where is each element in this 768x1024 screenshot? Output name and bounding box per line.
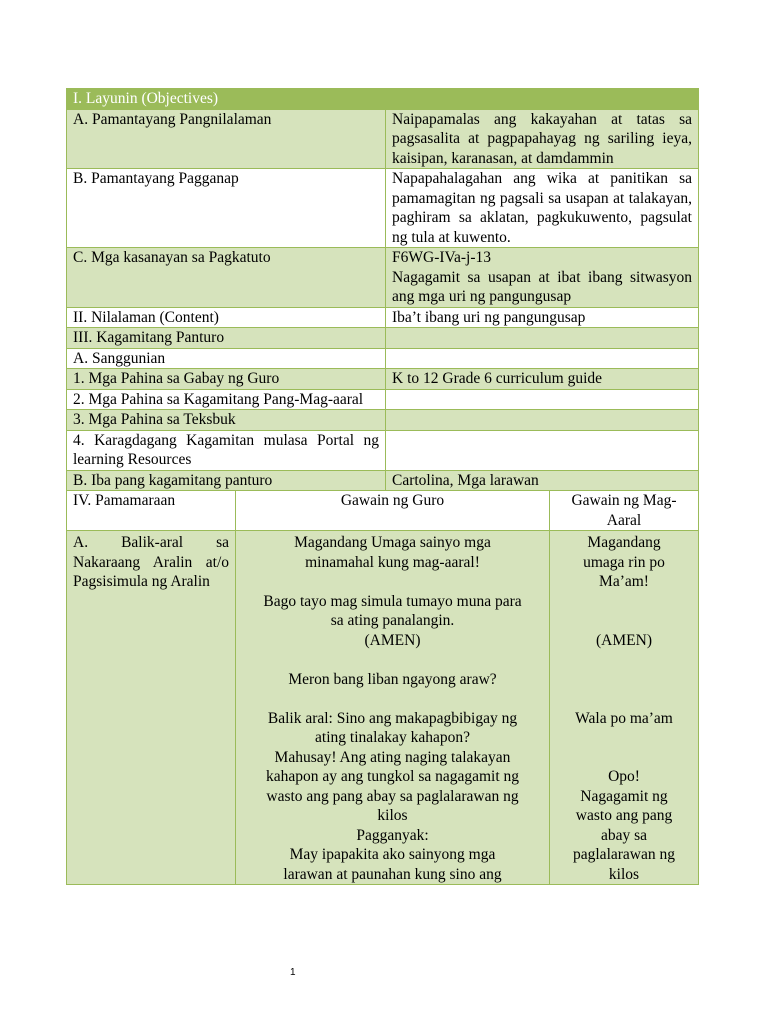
activity-line (556, 611, 692, 631)
objectives-header: I. Layunin (Objectives) (67, 89, 699, 110)
activity-line (242, 689, 543, 709)
row-value: Iba’t ibang uri ng pangungusap (386, 307, 699, 328)
procedure-col-header: IV. Pamamaraan (67, 491, 236, 531)
table-row (67, 169, 699, 248)
activity-line: Wala po ma’am (575, 709, 673, 727)
table-row (67, 109, 699, 169)
row-label: 2. Mga Pahina sa Kagamitang Pang-Mag-aaral (67, 389, 386, 410)
activity-line (556, 728, 692, 748)
row-value: Cartolina, Mga larawan (386, 470, 699, 491)
activity-line: Balik aral: Sino ang makapagbibigay ng (267, 709, 518, 727)
row-label: 1. Mga Pahina sa Gabay ng Guro (67, 369, 386, 390)
activity-line: Bago tayo mag simula tumayo muna para (263, 592, 522, 610)
activity-line: kilos (377, 807, 408, 824)
activity-line: larawan at paunahan kung sino ang (283, 865, 502, 883)
activity-line: Meron bang liban ngayong araw? (288, 670, 497, 688)
activity-line: kilos (608, 865, 640, 883)
table-row (67, 348, 699, 369)
table-row (67, 410, 699, 431)
activity-line: ating tinalakay kahapon? (315, 729, 470, 746)
table-row (67, 328, 699, 349)
row-label: 4. Karagdagang Kagamitan mulasa Portal ng learning Resources (67, 430, 386, 470)
row-label: B. Iba pang kagamitang panturo (67, 470, 386, 491)
competency-text: Nagagamit sa usapan at ibat ibang sitwasyon ang mga uri ng pangungusap (392, 268, 692, 305)
row-value: K to 12 Grade 6 curriculum guide (386, 369, 699, 390)
lesson-plan-table (66, 88, 699, 885)
row-label: A. Pamantayang Pangnilalaman (67, 109, 386, 169)
table-row (67, 389, 699, 410)
activity-line (556, 592, 692, 612)
activity-line (242, 572, 543, 592)
activity-line (556, 650, 692, 670)
activity-line: (AMEN) (596, 631, 652, 649)
activity-line (556, 670, 692, 690)
activity-line (556, 689, 692, 709)
teacher-activity (236, 531, 550, 885)
activity-line: Pagganyak: (356, 826, 429, 844)
page-number: 1 (290, 967, 296, 978)
student-activity (550, 531, 699, 885)
activity-line: umaga rin po (583, 553, 665, 571)
row-value: Naipapamalas ang kakayahan at tatas sa pagsasalita at pagpapahayag ng sariling ieya, kaisipan, karanasan, at damdammin (386, 109, 699, 169)
table-row (67, 307, 699, 328)
row-value (386, 328, 699, 349)
teacher-col-header: Gawain ng Guro (236, 491, 550, 531)
activity-line: sa ating panalangin. (330, 612, 455, 629)
activity-line: minamahal kung mag-aaral! (305, 553, 480, 571)
activity-line: Magandang Umaga sainyo mga (294, 534, 491, 551)
activity-line: Ma’am! (599, 573, 649, 590)
table-row (67, 470, 699, 491)
row-value (386, 348, 699, 369)
row-label: B. Pamantayang Pagganap (67, 169, 386, 248)
activity-line: kahapon ay ang tungkol sa nagagamit ng (265, 768, 520, 785)
activity-line (556, 748, 692, 768)
table-row (67, 369, 699, 390)
row-value (386, 410, 699, 431)
row-label: III. Kagamitang Panturo (67, 328, 386, 349)
row-value (386, 430, 699, 470)
row-label: C. Mga kasanayan sa Pagkatuto (67, 248, 386, 308)
table-row (67, 248, 699, 308)
activity-line: Mahusay! Ang ating naging talakayan (274, 748, 511, 766)
table-row (67, 430, 699, 470)
competency-code: F6WG-IVa-j-13 (392, 249, 492, 266)
row-value (386, 248, 699, 308)
procedure-header-row (67, 491, 699, 531)
activity-line: May ipapakita ako sainyong mga (289, 846, 496, 863)
procedure-row (67, 531, 699, 885)
row-label: 3. Mga Pahina sa Teksbuk (67, 410, 386, 431)
row-value: Napapahalagahan ang wika at panitikan sa pamamagitan ng pagsali sa usapan at talakayan, paghiram sa aklatan, pagkukuwento, pagsulat ng tula at kuwento. (386, 169, 699, 248)
row-label: A. Sanggunian (67, 348, 386, 369)
activity-line: wasto ang pang (575, 807, 673, 824)
activity-line: Opo! (608, 768, 640, 785)
activity-line: paglalarawan ng (573, 846, 675, 863)
activity-line: (AMEN) (364, 631, 421, 649)
student-col-header: Gawain ng Mag-Aaral (550, 491, 699, 531)
procedure-step-label: A. Balik-aral sa Nakaraang Aralin at/o Pagsisimula ng Aralin (67, 531, 236, 885)
activity-line: Magandang (587, 534, 661, 551)
activity-line: abay sa (600, 826, 648, 844)
row-value (386, 389, 699, 410)
activity-line: wasto ang pang abay sa paglalarawan ng (266, 787, 519, 805)
row-label: II. Nilalaman (Content) (67, 307, 386, 328)
activity-line (242, 650, 543, 670)
activity-line: Nagagamit ng (580, 787, 668, 805)
